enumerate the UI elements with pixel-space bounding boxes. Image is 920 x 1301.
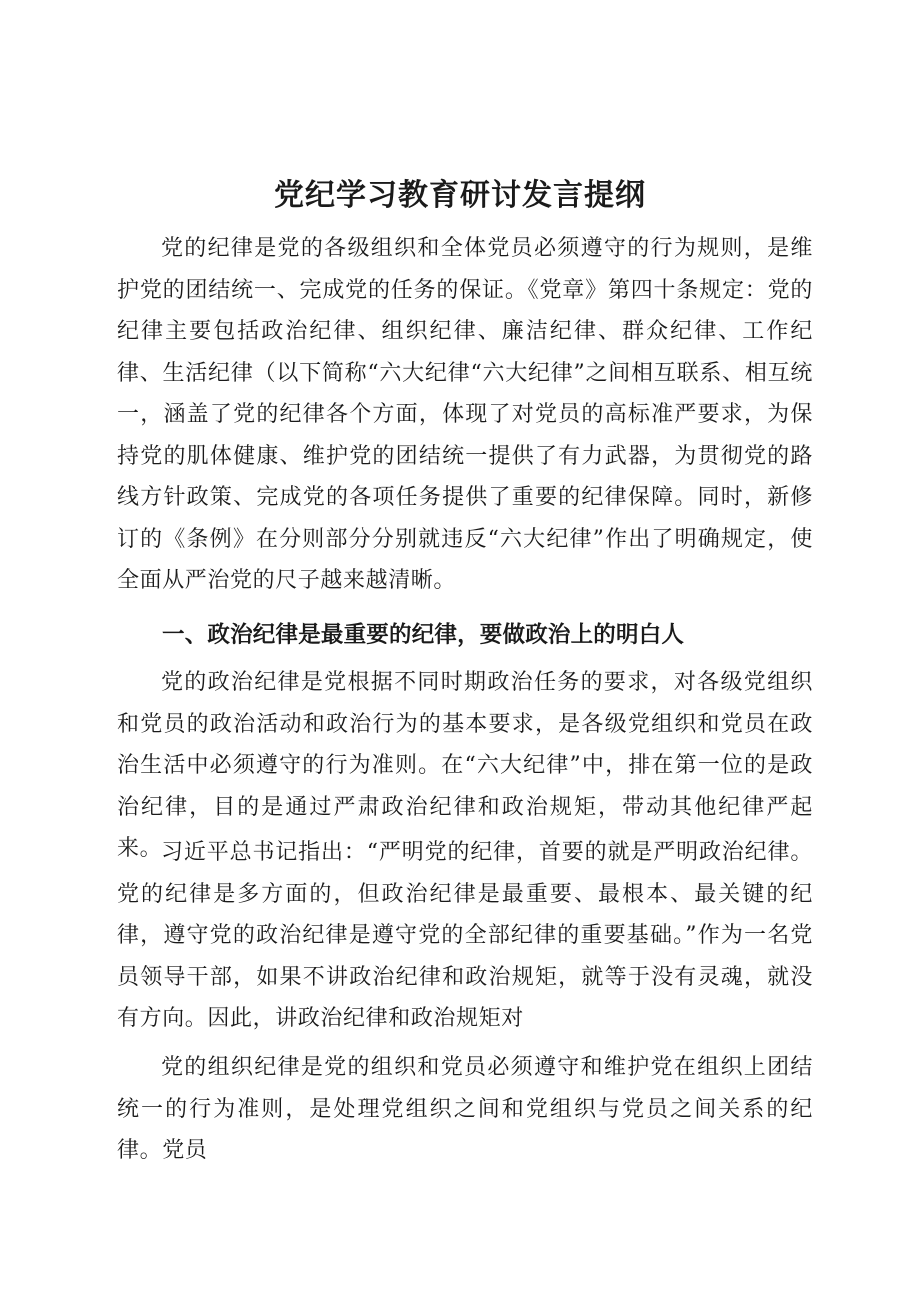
section-2-paragraph-1: 党的组织纪律是党的组织和党员必须遵守和维护党在组织上团结统一的行为准则，是处理党组织之间和党组织与党员之间关系的纪律。党员 — [117, 1055, 813, 1163]
section-1-paragraph-2: 习近平总书记指出：“严明党的纪律，首要的就是严明政治纪律。党的纪律是多方面的，但政治纪律是最重要、最根本、最关键的纪律，遵守党的政治纪律是遵守党的全部纪律的重要基础。”作为一名党员领导干部，如果不讲政治纪律和政治规矩，就等于没有灵魂，就没有方向。因此，讲政治纪律和政治规矩对 — [117, 840, 813, 1031]
intro-paragraph: 党的纪律是党的各级组织和全体党员必须遵守的行为规则，是维护党的团结统一、完成党的任务的保证。《党章》第四十条规定：党的纪律主要包括政治纪律、组织纪律、廉洁纪律、群众纪律、工作纪律、生活纪律（以下简称“六大纪律“六大纪律”之间相互联系、相互统一，涵盖了党的纪律各个方面，体现了对党员的高标准严要求，为保持党的肌体健康、维护党的团结统一提供了有力武器，为贯彻党的路线方针政策、完成党的各项任务提供了重要的纪律保障。同时，新修订的《条例》在分则部分分别就违反“六大纪律”作出了明确规定，使全面从严治党的尺子越来越清晰。 — [117, 236, 813, 593]
section-1-paragraph-1: 党的政治纪律是党根据不同时期政治任务的要求，对各级党组织和党员的政治活动和政治行为的基本要求，是各级党组织和党员在政治生活中必须遵守的行为准则。在“六大纪律”中，排在第一位的是政治纪律，目的是通过严肃政治纪律和政治规矩，带动其他纪律严起来。 — [117, 670, 813, 861]
document-title: 党纪学习教育研讨发言提纲 — [274, 178, 646, 213]
section-1-heading: 一、政治纪律是最重要的纪律，要做政治上的明白人 — [162, 622, 685, 648]
